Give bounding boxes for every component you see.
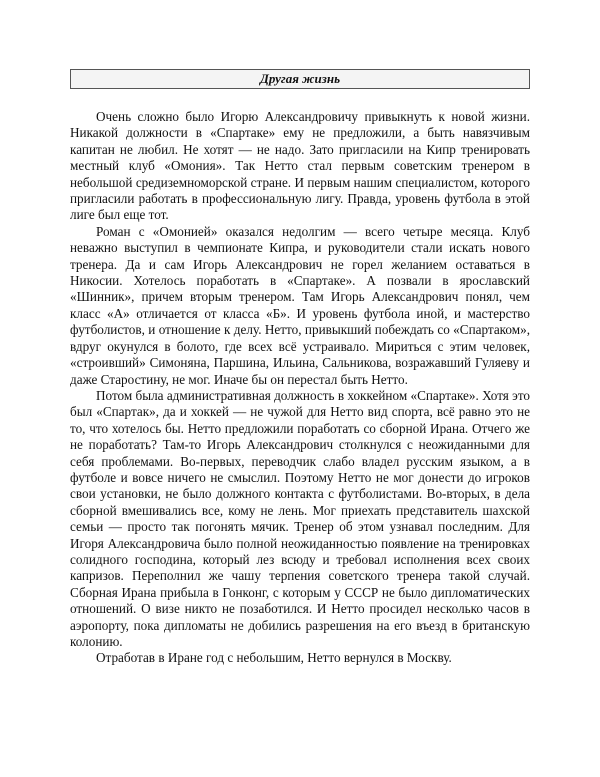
paragraph-4: Отработав в Иране год с небольшим, Нетто вернулся в Москву. xyxy=(96,650,452,666)
document-page xyxy=(70,69,530,667)
section-title xyxy=(70,69,530,89)
paragraph-3: Потом была административная должность в хоккейном «Спартаке». Хотя это был «Спартак», да и хоккей — не чужой для Нетто вид спорта, всё равно это не то, что хотелось бы. Нетто предложили поработать со сборной Ирана. Отчего же не поработать? Там-то Игорь Александрович столкнулся с неожиданными для себя проблемами. Во-первых, переводчик слабо владел русским языком, а в футболе и вовсе ничего не смыслил. Поэтому Нетто не мог донести до игроков свои установки, не было должного контакта с футболистами. Во-вторых, в дела сборной вмешивались все, кому не лень. Мог приехать представитель шахской семьи — просто так погонять мячик. Тренер об этом узнавал последним. Для Игоря Александровича было полной неожиданностью появление на тренировках солидного господина, который лез всюду и требовал исполнения всех своих капризов. Переполнил же чашу терпения советского тренера такой случай. Сборная Ирана прибыла в Гонконг, с которым у СССР не было дипломатических отношений. О визе никто не позаботился. И Нетто просидел несколько часов в аэропорту, пока дипломаты не добились разрешения на его въезд в британскую колонию. xyxy=(70,387,530,649)
paragraph-1: Очень сложно было Игорю Александровичу привыкнуть к новой жизни. Никакой должности в «Спартаке» ему не предложили, а быть навязчивым капитан не любил. Не хотят — не надо. Зато пригласили на Кипр тренировать местный клуб «Омония». Так Нетто стал первым советским тренером в небольшой средиземноморской стране. И первым нашим специалистом, которого пригласили работать в профессиональную лигу. Правда, уровень футбола в этой лиге был еще тот. xyxy=(70,109,530,223)
article-body xyxy=(70,109,530,667)
section-title-text: Другая жизнь xyxy=(259,71,341,86)
paragraph-2: Роман с «Омонией» оказался недолгим — всего четыре месяца. Клуб неважно выступил в чемпионате Кипра, и руководители стали искать нового тренера. Да и сам Игорь Александрович не горел желанием оставаться в Никосии. Хотелось поработать в «Спартаке». А позвали в ярославский «Шинник», причем вторым тренером. Там Игорь Александрович понял, чем класс «А» отличается от класса «Б». И уровень футбола иной, и мастерство футболистов, и отношение к делу. Нетто, привыкший побеждать со «Спартаком», вдруг окунулся в болото, где всех всё устраивало. Мириться с этим человек, «строивший» Симоняна, Паршина, Ильина, Сальникова, возражавший Гуляеву и даже Старостину, не мог. Иначе бы он перестал быть Нетто. xyxy=(70,223,530,387)
